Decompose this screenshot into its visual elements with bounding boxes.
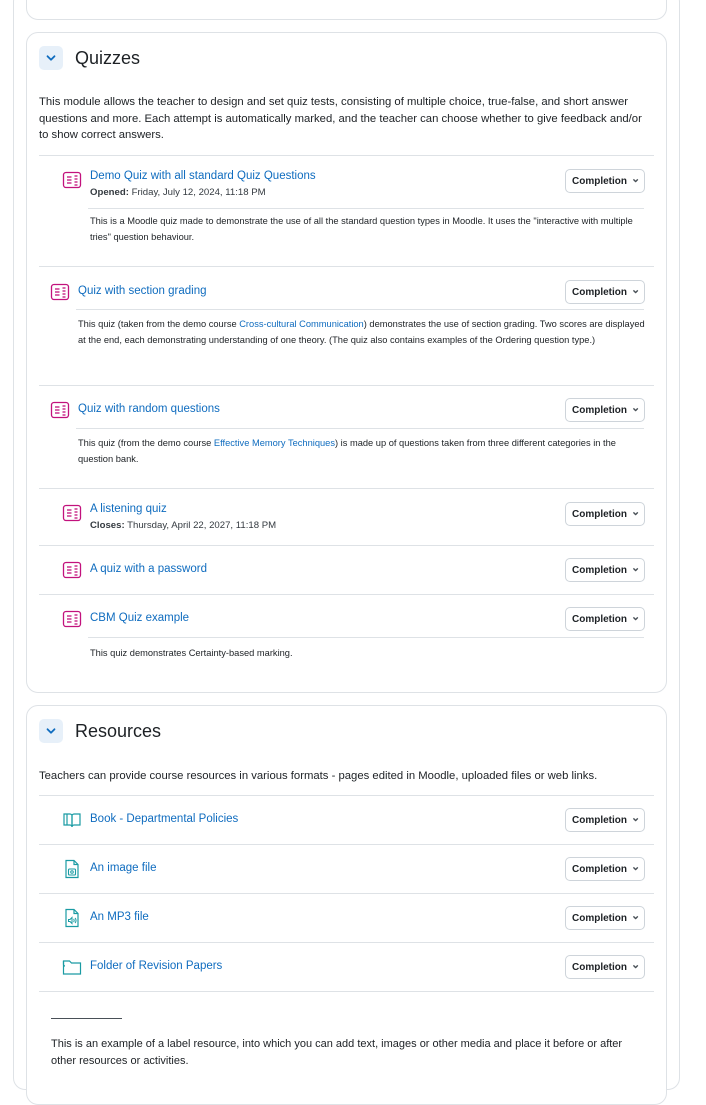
completion-dropdown-button[interactable] [565,607,645,631]
completion-label: Completion [572,286,627,298]
activity-description-divider [88,208,644,209]
chevron-down-icon: ⌄ [631,910,641,922]
chevron-down-icon: ⌄ [631,506,641,518]
completion-dropdown-button[interactable] [565,398,645,422]
activity-separator [39,991,654,992]
chevron-down-icon: ⌄ [631,959,641,971]
completion-label: Completion [572,508,627,520]
quiz-activity-link[interactable]: A listening quiz [90,503,167,515]
completion-label: Completion [572,564,627,576]
activity-separator [39,266,654,267]
chevron-down-icon [45,725,57,737]
previous-section-card [26,0,667,20]
quiz-activity-link[interactable]: Quiz with section grading [78,285,207,297]
section-header [39,46,140,70]
activity-description: This quiz (taken from the demo course Cross-cultural Communication) demonstrates the use of section grading. Two scores are displayed at the end, each demonstrating understanding of one theory. (The quiz also contains examples of the Ordering question type.) [78,319,645,345]
quiz-icon [62,503,82,523]
completion-label: Completion [572,912,627,924]
quiz-icon [50,282,70,302]
image-file-icon [62,859,82,879]
section-header [39,719,161,743]
activity-description-divider [88,637,644,638]
activity-separator [39,155,654,156]
collapse-toggle-button[interactable] [39,46,63,70]
activity-description-divider [76,309,644,310]
completion-dropdown-button[interactable] [565,169,645,193]
completion-label: Completion [572,175,627,187]
activity-description: This quiz (from the demo course Effective Memory Techniques) is made up of questions taken from three different categories in the question bank. [78,438,616,464]
date-label: Opened: [90,187,129,198]
resource-link[interactable]: An image file [90,862,157,874]
activity-separator [39,942,654,943]
completion-dropdown-button[interactable] [565,808,645,832]
activity-separator [39,488,654,489]
activity-description: This quiz demonstrates Certainty-based marking. [90,648,293,658]
resource-link[interactable]: Book - Departmental Policies [90,813,239,825]
date-label: Closes: [90,520,125,531]
activity-date: Opened: Friday, July 12, 2024, 11:18 PM [90,187,266,198]
activity-separator [39,385,654,386]
activity-description: This is a Moodle quiz made to demonstrate the use of all the standard question types in Moodle. It uses the "interactive with multiple tries" question behaviour. [90,216,633,242]
chevron-down-icon: ⌄ [631,562,641,574]
completion-label: Completion [572,814,627,826]
completion-label: Completion [572,863,627,875]
quiz-activity-link[interactable]: Demo Quiz with all standard Quiz Questions [90,170,316,182]
section-description: Teachers can provide course resources in various formats - pages edited in Moodle, uploaded files or web links. [39,770,598,782]
completion-dropdown-button[interactable] [565,906,645,930]
chevron-down-icon: ⌄ [631,861,641,873]
audio-file-icon [62,908,82,928]
quiz-activity-link[interactable]: A quiz with a password [90,563,207,575]
chevron-down-icon: ⌄ [631,173,641,185]
chevron-down-icon: ⌄ [631,611,641,623]
completion-dropdown-button[interactable] [565,280,645,304]
quiz-activity-link[interactable]: CBM Quiz example [90,612,190,624]
course-link[interactable]: Cross-cultural Communication [239,319,364,329]
section-title: Quizzes [75,47,141,68]
course-link[interactable]: Effective Memory Techniques [213,438,335,448]
quiz-icon [62,609,82,629]
section-title: Resources [75,720,162,741]
activity-separator [39,844,654,845]
activity-separator [39,893,654,894]
completion-dropdown-button[interactable] [565,558,645,582]
chevron-down-icon: ⌄ [631,402,641,414]
section-description: This module allows the teacher to design and set quiz tests, consisting of multiple choice, true-false, and short answer questions and more. Each attempt is automatically marked, and the teacher can choose whether to give feedback and/or to show correct answers. [39,96,642,142]
completion-label: Completion [572,613,627,625]
resource-link[interactable]: An MP3 file [90,911,149,923]
completion-label: Completion [572,404,627,416]
resource-link[interactable]: Folder of Revision Papers [90,960,223,972]
quiz-activity-link[interactable]: Quiz with random questions [78,403,220,415]
collapse-toggle-button[interactable] [39,719,63,743]
completion-dropdown-button[interactable] [565,502,645,526]
completion-dropdown-button[interactable] [565,857,645,881]
chevron-down-icon: ⌄ [631,812,641,824]
quiz-icon [62,560,82,580]
chevron-down-icon: ⌄ [631,284,641,296]
activity-separator [39,594,654,595]
completion-dropdown-button[interactable] [565,955,645,979]
folder-icon [62,957,82,977]
quiz-icon [62,170,82,190]
label-resource-text: This is an example of a label resource, into which you can add text, images or other media and place it before or after other resources or activities. [51,1038,623,1067]
book-icon [62,810,82,830]
label-divider [51,1018,122,1019]
completion-label: Completion [572,961,627,973]
activity-separator [39,545,654,546]
activity-date: Closes: Thursday, April 22, 2027, 11:18 PM [90,520,277,531]
quiz-icon [50,400,70,420]
chevron-down-icon [45,52,57,64]
activity-separator [39,795,654,796]
activity-description-divider [76,428,644,429]
